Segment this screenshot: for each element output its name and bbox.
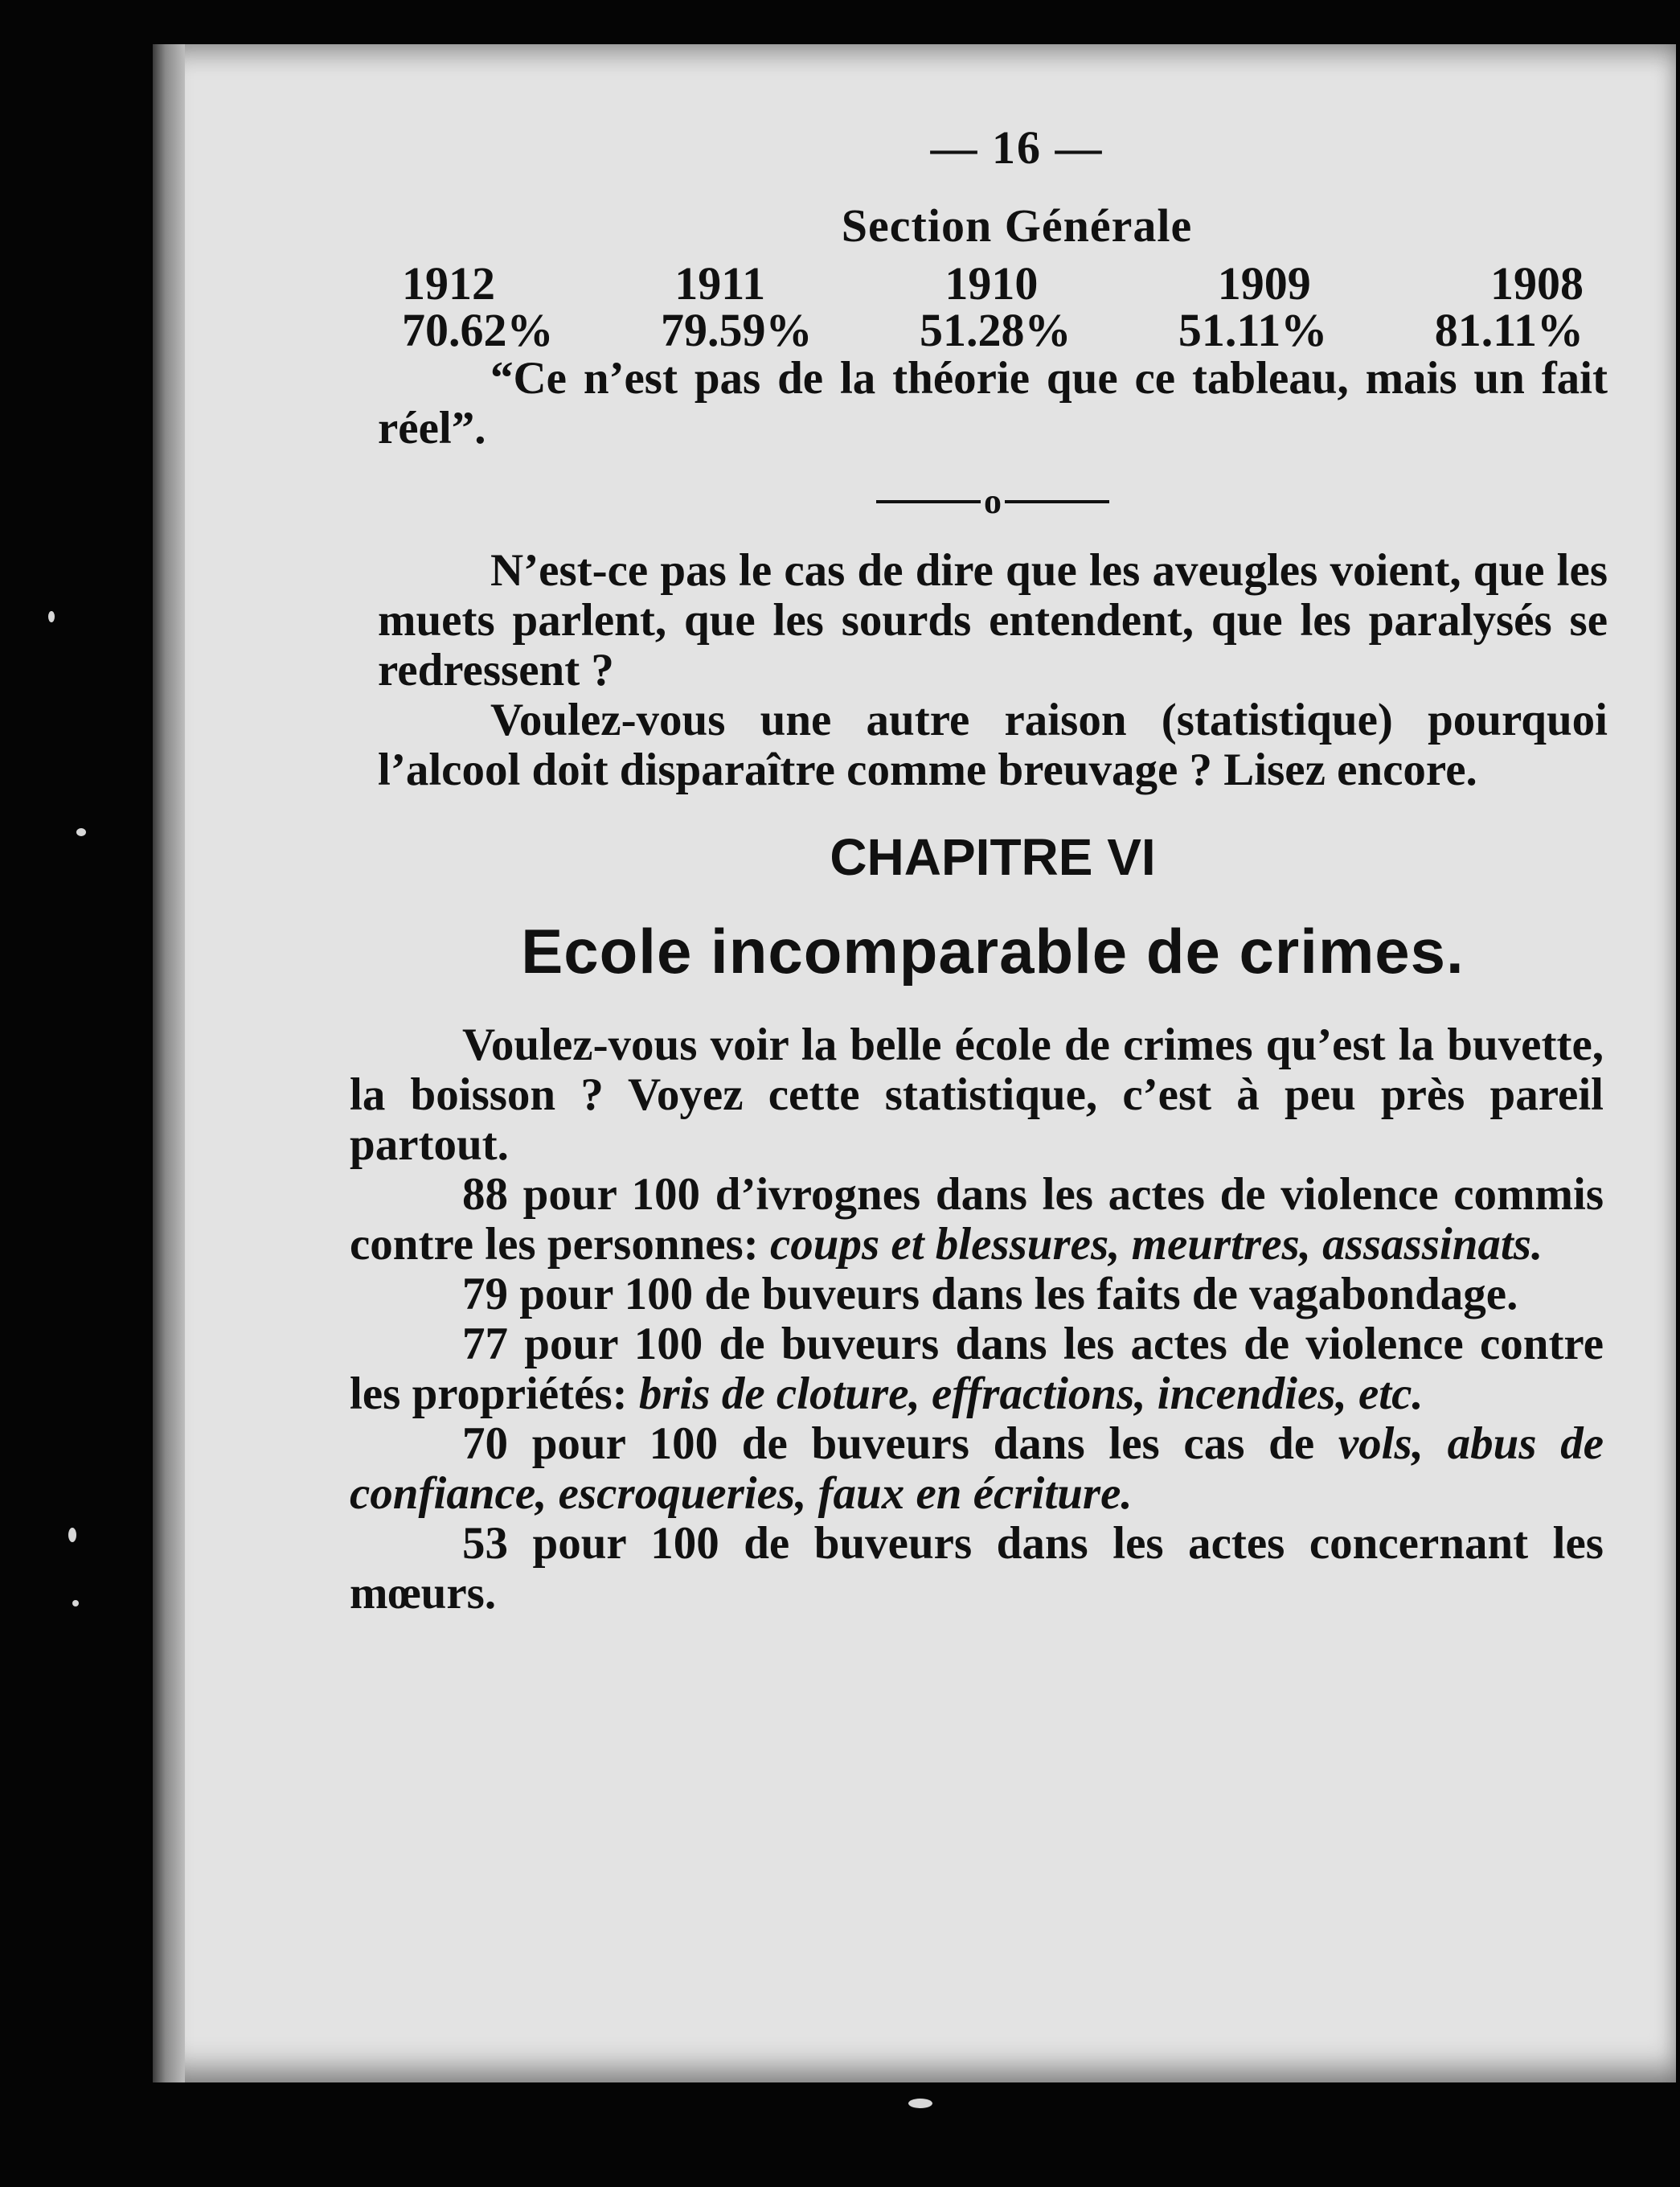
statistic-text: 77 pour 100 de buveurs dans les actes de violence contre les propriétés: <box>350 1319 1604 1419</box>
divider-glyph: o <box>984 482 1002 522</box>
year-cell: 1909 <box>1217 257 1311 310</box>
statistic-italic: vols, abus de confiance, escroqueries, faux en écriture. <box>350 1418 1604 1519</box>
scan-speck <box>76 828 86 836</box>
years-row <box>402 257 1584 310</box>
statistic-paragraph <box>350 1319 1604 1419</box>
paragraph: Voulez-vous une autre raison (statistique) pourquoi l’alcool doit disparaître comme breuvage ? Lisez encore. <box>378 695 1608 795</box>
chapter-title: Ecole incomparable de crimes. <box>521 916 1465 987</box>
statistic-paragraph: 79 pour 100 de buveurs dans les faits de vagabondage. <box>462 1269 1518 1319</box>
year-cell: 1908 <box>1490 257 1584 310</box>
chapter-label: CHAPITRE VI <box>830 828 1156 886</box>
percentage-cell: 70.62% <box>402 304 554 356</box>
percentages-row <box>402 304 1584 356</box>
percentage-cell: 81.11% <box>1434 304 1584 356</box>
section-divider <box>378 474 1608 522</box>
scan-speck <box>72 1600 79 1606</box>
page-number: — 16 — <box>930 121 1104 174</box>
scan-speck <box>908 2099 932 2108</box>
statistic-italic: bris de cloture, effractions, incendies, etc. <box>638 1368 1424 1419</box>
quote-paragraph: “Ce n’est pas de la théorie que ce tableau, mais un fait réel”. <box>378 353 1608 453</box>
paragraph: Voulez-vous voir la belle école de crimes qu’est la buvette, la boisson ? Voyez cette statistique, c’est à peu près pareil partout. <box>350 1020 1604 1170</box>
scan-speck <box>48 611 55 622</box>
statistic-paragraph <box>350 1419 1604 1519</box>
percentage-cell: 51.11% <box>1178 304 1328 356</box>
statistic-paragraph <box>350 1170 1604 1270</box>
book-binding-edge <box>153 44 185 2082</box>
year-cell: 1912 <box>402 257 495 310</box>
page-content <box>350 121 1608 1619</box>
divider-line <box>1005 500 1109 503</box>
chapter-body <box>350 1020 1604 1619</box>
paragraph: N’est-ce pas le cas de dire que les aveugles voient, que les muets parlent, que les sourds entendent, que les paralysés se redressent ? <box>378 545 1608 695</box>
divider-line <box>876 500 981 503</box>
statistic-italic: coups et blessures, meurtres, assassinats. <box>769 1219 1543 1270</box>
statistic-text: 88 pour 100 d’ivrognes dans les actes de violence commis contre les personnes: <box>350 1169 1604 1270</box>
year-cell: 1910 <box>944 257 1039 310</box>
statistic-text: 70 pour 100 de buveurs dans les cas de <box>462 1418 1338 1469</box>
statistic-paragraph: 53 pour 100 de buveurs dans les actes concernant les mœurs. <box>350 1518 1604 1619</box>
scan-speck <box>68 1528 76 1542</box>
section-title: Section Générale <box>841 199 1193 252</box>
percentage-cell: 51.28% <box>919 304 1072 356</box>
year-cell: 1911 <box>674 257 766 310</box>
percentage-cell: 79.59% <box>660 304 813 356</box>
